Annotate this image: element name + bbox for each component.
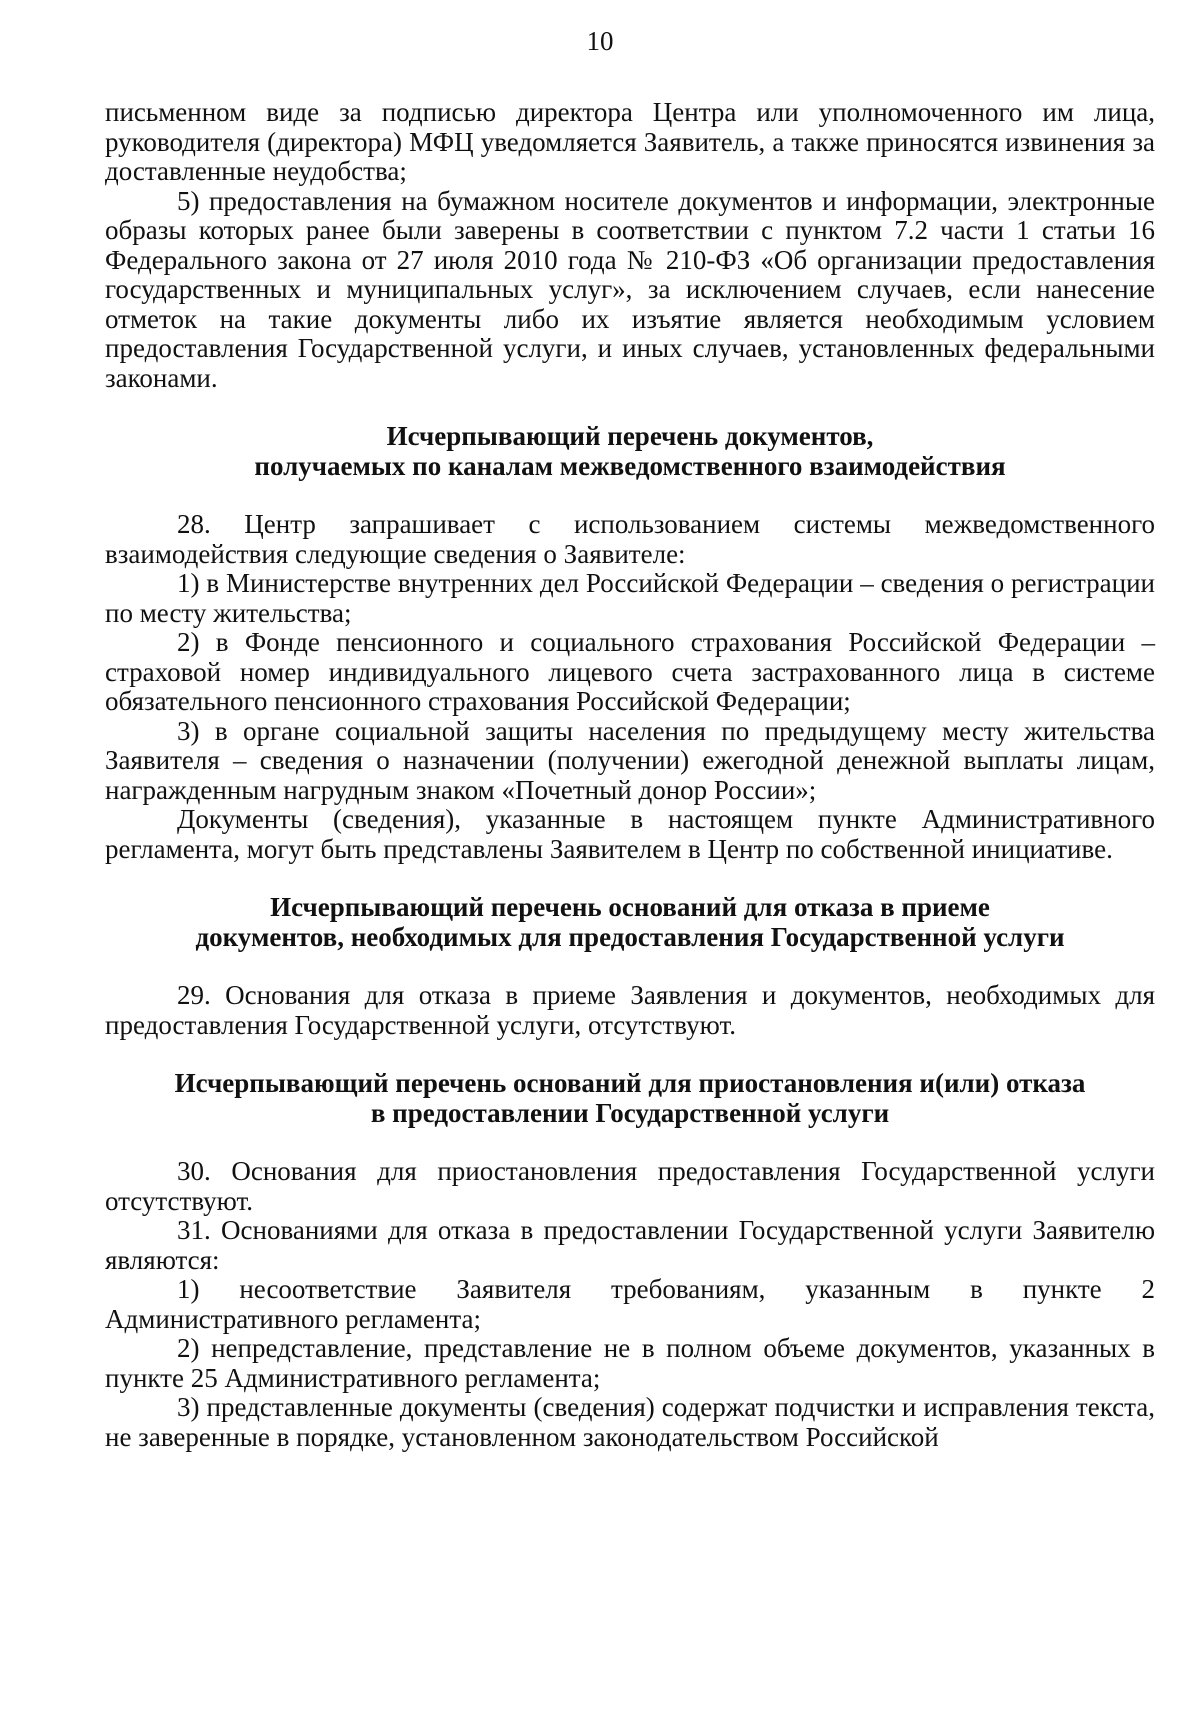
section-heading-line: Исчерпывающий перечень оснований для отказа в приеме [270,892,990,922]
paragraph-31-item-1: 1) несоответствие Заявителя требованиям, указанным в пункте 2 Административного регламента; [105,1274,1155,1334]
section-heading-interagency-documents [105,422,1155,481]
document-body [105,98,1155,1452]
paragraph-28-documents: Документы (сведения), указанные в настоящем пункте Административного регламента, могут быть представлены Заявителем в Центр по собственной инициативе. [105,804,1155,864]
section-heading-line: Исчерпывающий перечень документов, [386,421,874,451]
paragraph-28-item-2: 2) в Фонде пенсионного и социального страхования Российской Федерации – страховой номер индивидуального лицевого счета застрахованного лица в системе обязательного пенсионного страхования Российской Федерации; [105,627,1155,716]
paragraph-28-item-1: 1) в Министерстве внутренних дел Российской Федерации – сведения о регистрации по месту жительства; [105,568,1155,628]
page-number: 10 [586,26,614,56]
paragraph-30: 30. Основания для приостановления предоставления Государственной услуги отсутствуют. [105,1156,1155,1216]
section-heading-line: Исчерпывающий перечень оснований для приостановления и(или) отказа [174,1068,1086,1098]
paragraph-28-item-3: 3) в органе социальной защиты населения по предыдущему месту жительства Заявителя – сведения о назначении (получении) ежегодной денежной выплаты лицам, награжденным нагрудным знаком «Почетный донор России»; [105,715,1155,805]
paragraph-intro-continuation: письменном виде за подписью директора Центра или уполномоченного им лица, руководителя (директора) МФЦ уведомляется Заявитель, а также приносятся извинения за доставленные неудобства; [105,97,1155,186]
section-heading-line: получаемых по каналам межведомственного взаимодействия [254,450,1006,481]
paragraph-31-item-3: 3) представленные документы (сведения) содержат подчистки и исправления текста, не заверенные в порядке, установленном законодательством Российской [105,1392,1155,1452]
section-heading-suspension-refusal [105,1069,1155,1128]
paragraph-29: 29. Основания для отказа в приеме Заявления и документов, необходимых для предоставления Государственной услуги, отсутствуют. [105,980,1155,1040]
paragraph-28: 28. Центр запрашивает с использованием системы межведомственного взаимодействия следующие сведения о Заявителе: [105,509,1155,569]
section-heading-line: документов, необходимых для предоставления Государственной услуги [195,921,1065,952]
paragraph-31: 31. Основаниями для отказа в предоставлении Государственной услуги Заявителю являются: [105,1215,1155,1275]
section-heading-line: в предоставлении Государственной услуги [370,1097,890,1128]
section-heading-refusal-acceptance [105,893,1155,952]
paragraph-31-item-2: 2) непредставление, представление не в полном объеме документов, указанных в пункте 25 Административного регламента; [105,1333,1155,1393]
paragraph-item-5: 5) предоставления на бумажном носителе документов и информации, электронные образы которых ранее были заверены в соответствии с пунктом 7.2 части 1 статьи 16 Федерального закона от 27 июля 2010 года № 210-ФЗ «Об организации предоставления государственных и муниципальных услуг», за исключением случаев, если нанесение отметок на такие документы либо их изъятие является необходимым условием предоставления Государственной услуги, и иных случаев, установленных федеральными законами. [105,185,1155,393]
